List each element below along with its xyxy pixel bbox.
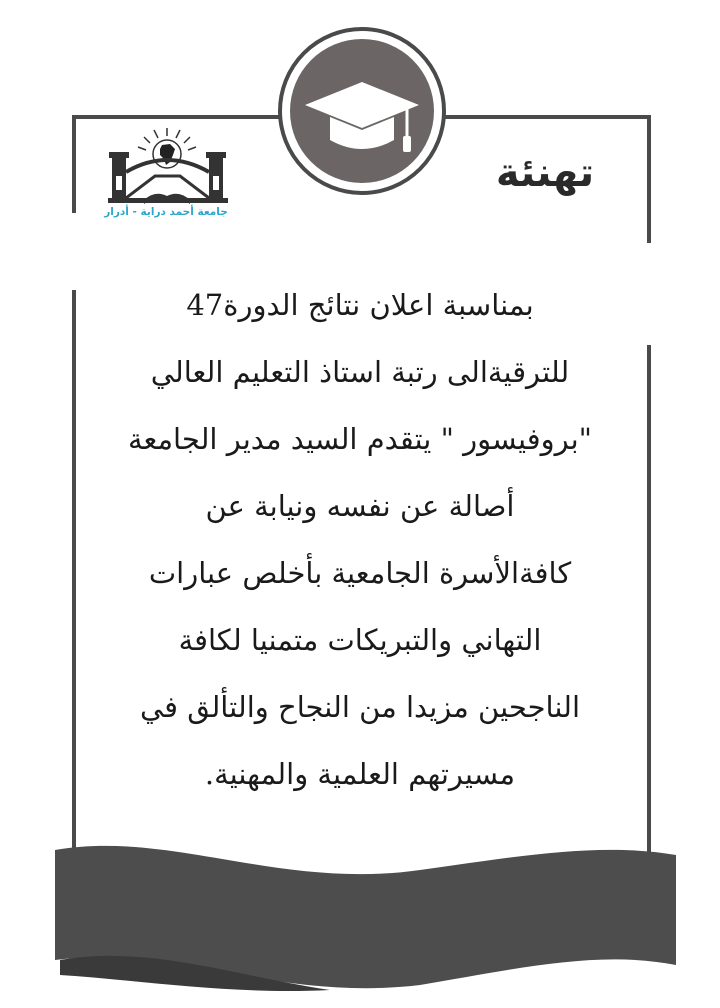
- message-line: أصالة عن نفسه ونيابة عن: [205, 489, 515, 523]
- message-line: مسيرتهم العلمية والمهنية.: [204, 757, 516, 791]
- message-body: [110, 272, 610, 808]
- message-line: الناجحين مزيدا من النجاح والتألق في: [140, 690, 580, 724]
- bottom-ribbon: [55, 846, 676, 991]
- message-line: للترقيةالى رتبة استاذ التعليم العالي: [150, 355, 570, 389]
- message-line: كافةالأسرة الجامعية بأخلص عبارات: [148, 556, 572, 590]
- message-line: بمناسبة اعلان نتائج الدورة47: [186, 288, 534, 322]
- message-line: "بروفيسور " يتقدم السيد مدير الجامعة: [127, 422, 593, 456]
- message-line: التهاني والتبريكات متمنيا لكافة: [178, 623, 542, 657]
- graduation-cap-icon: [280, 29, 444, 193]
- card-title: تهنئة: [495, 150, 595, 196]
- logo-caption: جامعة أحمد دراية - أدرار: [104, 206, 228, 218]
